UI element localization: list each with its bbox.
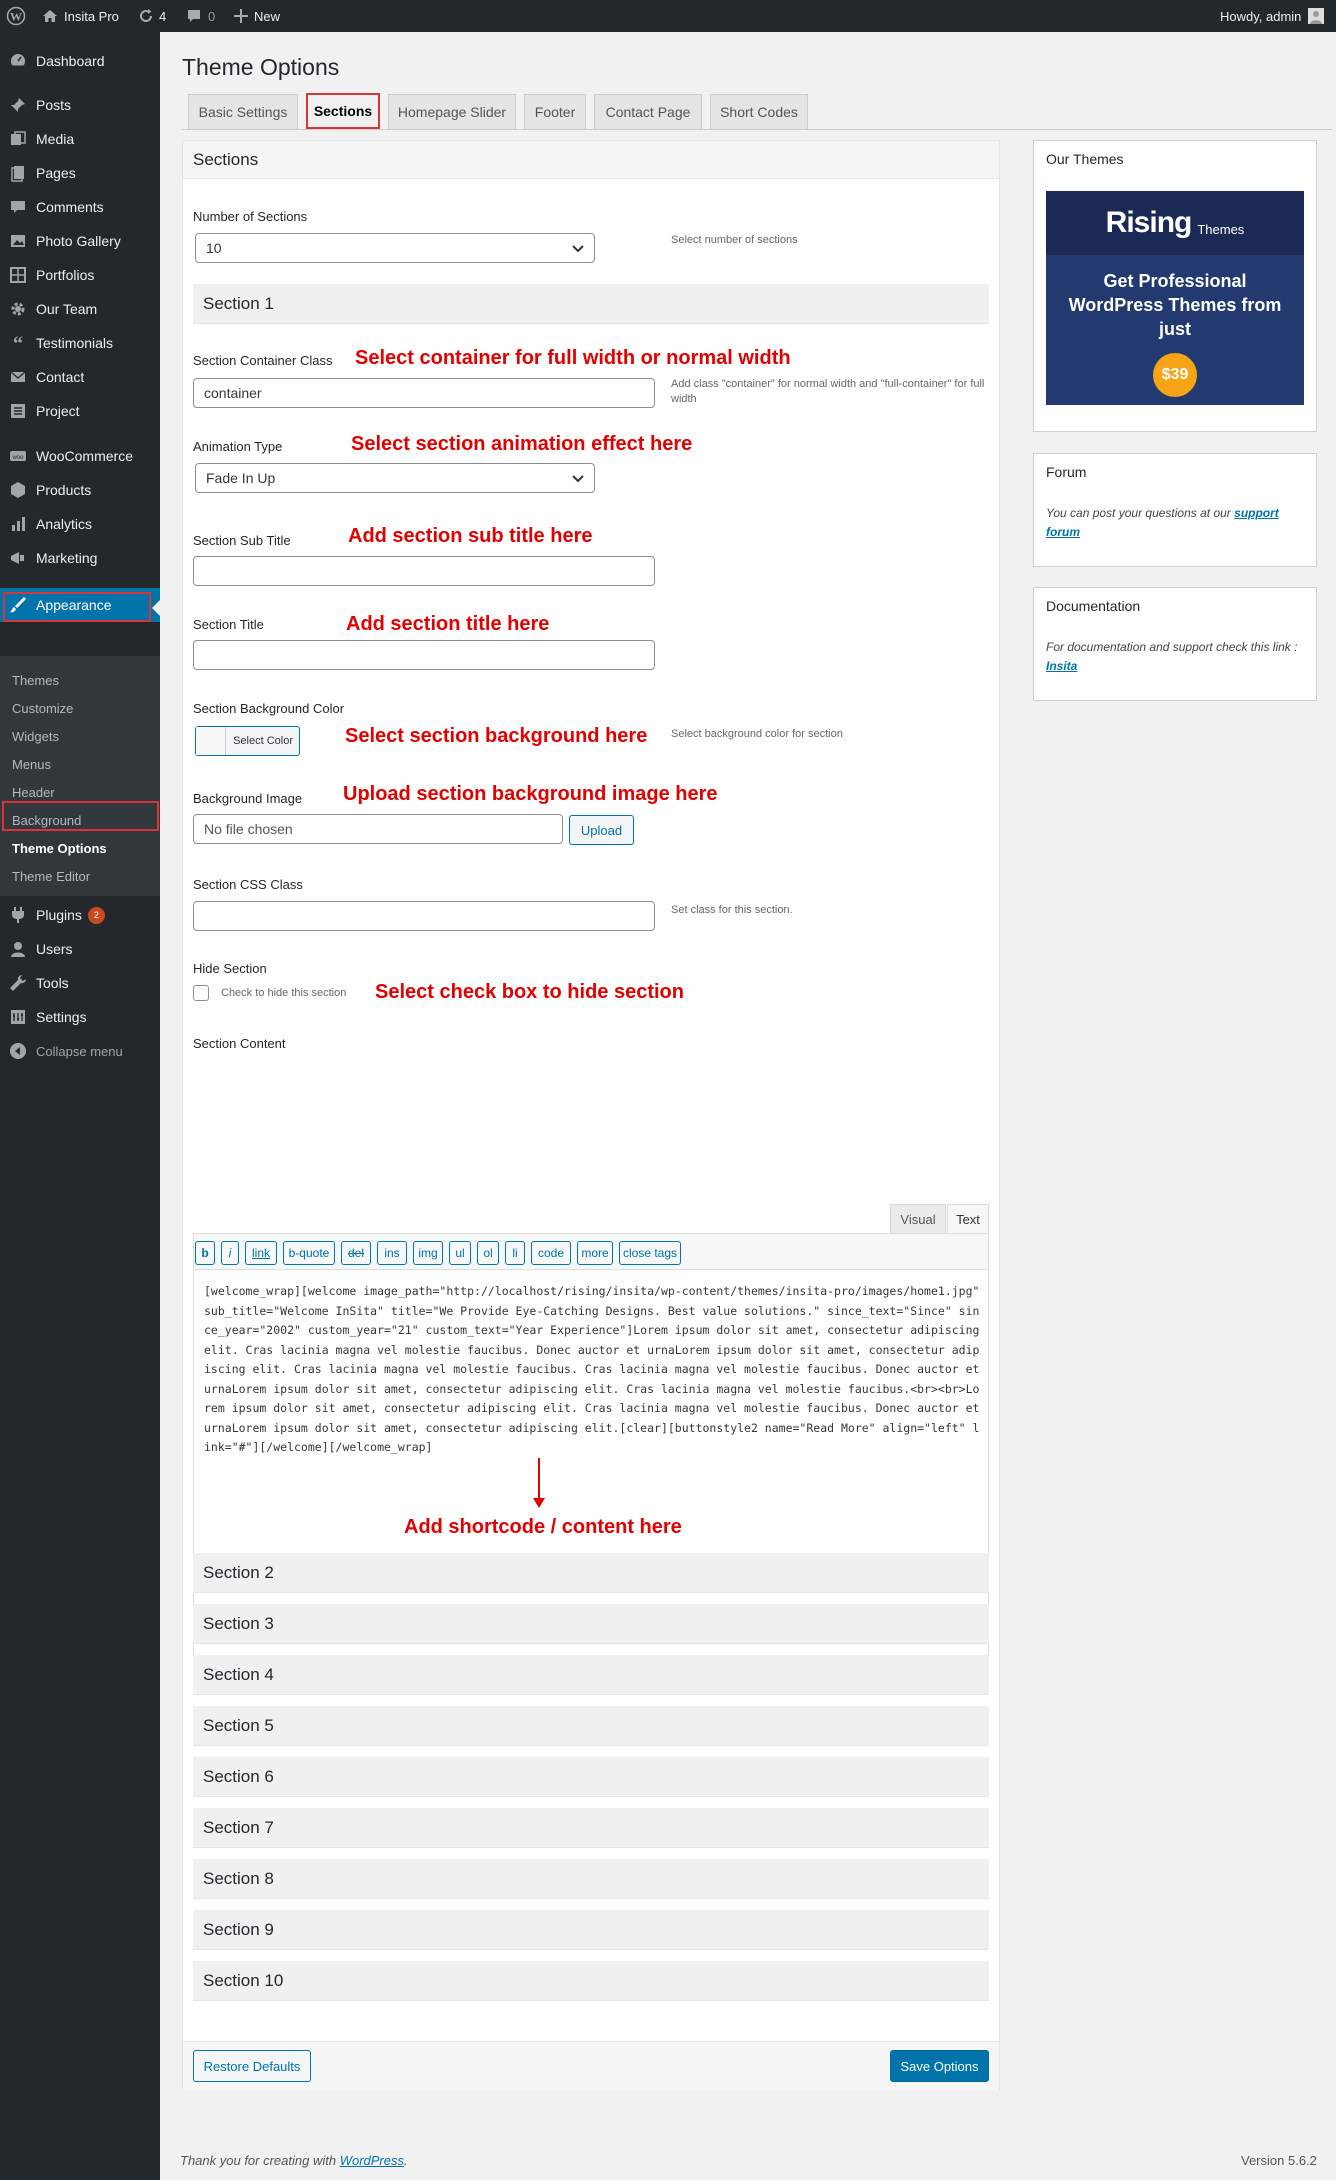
tab-sections[interactable]: Sections — [306, 93, 380, 129]
quicktag-i-button[interactable]: i — [221, 1241, 239, 1265]
section-10-header[interactable]: Section 10 — [193, 1961, 989, 2001]
svg-text:woo: woo — [12, 455, 24, 461]
quicktag-li-button[interactable]: li — [505, 1241, 525, 1265]
forum-title: Forum — [1046, 464, 1087, 480]
container-class-label: Section Container Class — [193, 353, 333, 368]
submenu-customize[interactable]: Customize — [12, 700, 74, 716]
gear-icon — [0, 300, 36, 318]
woocommerce-icon — [0, 447, 36, 465]
css-class-help: Set class for this section. — [671, 904, 793, 916]
quicktag-img-button[interactable]: img — [413, 1241, 443, 1265]
background-image-input[interactable]: No file chosen — [193, 814, 563, 844]
hide-section-label: Hide Section — [193, 961, 267, 976]
section-8-header[interactable]: Section 8 — [193, 1859, 989, 1899]
svg-text:W: W — [10, 9, 22, 24]
menu-products[interactable]: Products — [0, 473, 160, 507]
wordpress-logo-icon[interactable] — [6, 0, 26, 32]
comment-bubble-icon — [186, 8, 202, 24]
visual-tab[interactable]: Visual — [890, 1204, 946, 1233]
rising-themes-banner[interactable] — [1046, 191, 1304, 405]
section-title-input[interactable] — [193, 640, 655, 670]
dashboard-icon — [0, 52, 36, 70]
menu-portfolios[interactable]: Portfolios — [0, 258, 160, 292]
quicktag-b-quote-button[interactable]: b-quote — [283, 1241, 335, 1265]
home-icon — [42, 8, 58, 24]
footer-thanks: Thank you for creating with WordPress. — [180, 2153, 408, 2168]
menu-media[interactable]: Media — [0, 122, 160, 156]
menu-analytics[interactable]: Analytics — [0, 507, 160, 541]
new-content-link[interactable]: New — [234, 0, 280, 32]
updates-link[interactable]: 4 — [138, 0, 166, 32]
upload-button[interactable]: Upload — [569, 815, 634, 845]
box-icon — [0, 481, 36, 499]
plug-icon — [0, 906, 36, 924]
section-3-header[interactable]: Section 3 — [193, 1604, 989, 1644]
forum-text: You can post your questions at our support forum — [1046, 506, 1279, 539]
pages-icon — [0, 164, 36, 182]
quicktag-ol-button[interactable]: ol — [477, 1241, 499, 1265]
menu-project[interactable]: Project — [0, 394, 160, 428]
quicktag-link-button[interactable]: link — [245, 1241, 277, 1265]
number-of-sections-help: Select number of sections — [671, 234, 798, 246]
save-options-button[interactable]: Save Options — [890, 2050, 989, 2082]
section-4-header[interactable]: Section 4 — [193, 1655, 989, 1695]
submenu-theme-editor[interactable]: Theme Editor — [12, 868, 91, 884]
menu-dashboard[interactable]: Dashboard — [0, 44, 160, 78]
hide-annotation: Select check box to hide section — [375, 981, 684, 1003]
sub-title-label: Section Sub Title — [193, 533, 291, 548]
quicktag-b-button[interactable]: b — [195, 1241, 215, 1265]
color-swatch — [196, 727, 226, 755]
svg-text:“: “ — [13, 334, 23, 352]
wordpress-link[interactable]: WordPress — [339, 2153, 404, 2168]
tab-homepage-slider[interactable]: Homepage Slider — [388, 94, 516, 129]
section-7-header[interactable]: Section 7 — [193, 1808, 989, 1848]
admin-sidebar — [0, 32, 160, 2180]
menu-plugins[interactable]: Plugins 2 — [0, 898, 160, 932]
portfolio-icon — [0, 266, 36, 284]
submenu-widgets[interactable]: Widgets — [12, 728, 59, 744]
hide-section-check-label[interactable]: Check to hide this section — [221, 987, 347, 999]
section-content-label: Section Content — [193, 1036, 286, 1051]
banner-logo: Rising Themes — [1046, 191, 1304, 255]
pushpin-icon — [0, 96, 36, 114]
section-1-header[interactable]: Section 1 — [193, 284, 989, 324]
css-class-label: Section CSS Class — [193, 877, 303, 892]
avatar — [1308, 8, 1324, 24]
number-of-sections-select[interactable]: 10 — [195, 233, 595, 263]
settings-icon — [0, 1008, 36, 1026]
collapse-icon — [0, 1042, 36, 1060]
menu-our-team[interactable]: Our Team — [0, 292, 160, 326]
quicktag-code-button[interactable]: code — [531, 1241, 571, 1265]
hide-section-checkbox[interactable] — [193, 985, 209, 1001]
current-menu-arrow — [152, 600, 160, 616]
container-class-input[interactable]: container — [193, 378, 655, 408]
gallery-icon — [0, 232, 36, 250]
menu-comments[interactable]: Comments — [0, 190, 160, 224]
menu-contact[interactable]: Contact — [0, 360, 160, 394]
quicktag-del-button[interactable]: del — [341, 1241, 371, 1265]
forum-box — [1033, 453, 1317, 567]
plus-icon — [234, 9, 248, 23]
subtitle-annotation: Add section sub title here — [348, 525, 593, 547]
our-themes-box — [1033, 140, 1317, 432]
tab-contact-page[interactable]: Contact Page — [594, 94, 702, 129]
panel-title: Sections — [183, 141, 999, 179]
documentation-box — [1033, 587, 1317, 701]
bar-chart-icon — [0, 515, 36, 533]
container-annotation: Select container for full width or normal width — [355, 347, 791, 369]
page-title: Theme Options — [182, 54, 340, 80]
user-icon — [0, 940, 36, 958]
arrow-down-icon — [533, 1458, 545, 1511]
tab-footer[interactable]: Footer — [524, 94, 586, 129]
list-icon — [0, 402, 36, 420]
css-class-input[interactable] — [193, 901, 655, 931]
title-annotation: Add section title here — [346, 613, 550, 635]
banner-price-badge: $39 — [1153, 353, 1197, 397]
panel-footer — [183, 2041, 999, 2090]
menu-testimonials[interactable]: “ Testimonials — [0, 326, 160, 360]
animation-type-label: Animation Type — [193, 439, 283, 454]
chevron-down-icon — [572, 244, 584, 254]
menu-photo-gallery[interactable]: Photo Gallery — [0, 224, 160, 258]
appearance-submenu — [0, 656, 160, 896]
tab-short-codes[interactable]: Short Codes — [710, 94, 808, 129]
site-name-link[interactable]: Insita Pro — [42, 0, 119, 32]
comments-icon — [0, 198, 36, 216]
select-color-button[interactable]: Select Color — [195, 726, 300, 756]
menu-woocommerce[interactable]: woo WooCommerce — [0, 439, 160, 473]
section-title-label: Section Title — [193, 617, 264, 632]
container-class-help: Add class "container" for normal width and "full-container" for full width — [671, 378, 985, 405]
image-annotation: Upload section background image here — [343, 783, 718, 805]
media-icon — [0, 130, 36, 148]
content-annotation: Add shortcode / content here — [404, 1516, 682, 1538]
background-color-help: Select background color for section — [671, 728, 843, 740]
submenu-header[interactable]: Header — [12, 784, 55, 800]
envelope-icon — [0, 368, 36, 386]
quote-icon — [0, 334, 36, 352]
background-color-label: Section Background Color — [193, 701, 345, 716]
submenu-menus[interactable]: Menus — [12, 756, 52, 772]
section-content-text[interactable]: [welcome_wrap][welcome image_path="http://localhost/rising/insita/wp-content/themes/insita-pro/images/home1.jpg" sub_title="Welcome InSita" title="We Provide Eye-Catching Designs. Best value solutions." since_text="Since" since_year="2002" custom_year="21" custom_text="Year Experience"]Lorem ipsum dolor sit amet, consectetur adipiscing elit. Cras lacinia magna vel molestie faucibus. Donec auctor et urnaLorem ipsum dolor sit amet, consectetur adipiscing elit. Cras lacinia magna vel molestie faucibus. Cras lacinia magna vel molestie faucibus. Donec auctor et urnaLorem ipsum dolor sit amet, consectetur adipiscing elit. Cras lacinia magna vel molestie faucibus.<br><br>Lorem ipsum dolor sit amet, consectetur adipiscing elit. Cras lacinia magna vel molestie faucibus. Donec auctor et urnaLorem ipsum dolor sit amet, consectetur adipiscing elit.[clear][buttonstyle2 name="Read More" align="left" link="#"][/welcome][/welcome_wrap] — [204, 1284, 987, 1454]
quicktag-more-button[interactable]: more — [577, 1241, 613, 1265]
insita-link[interactable]: Insita — [1046, 659, 1078, 673]
documentation-title: Documentation — [1046, 598, 1141, 614]
submenu-theme-options[interactable]: Theme Options — [12, 840, 107, 856]
menu-appearance[interactable]: Appearance — [0, 588, 160, 622]
restore-defaults-button[interactable]: Restore Defaults — [193, 2050, 311, 2082]
megaphone-icon — [0, 549, 36, 567]
wrench-icon — [0, 974, 36, 992]
comments-link[interactable]: 0 — [186, 0, 215, 32]
collapse-menu-button[interactable]: Collapse menu — [0, 1034, 160, 1068]
section-5-header[interactable]: Section 5 — [193, 1706, 989, 1746]
background-annotation: Select section background here — [345, 725, 648, 747]
documentation-text: For documentation and support check this link : Insita — [1046, 640, 1298, 673]
submenu-background[interactable]: Background — [12, 812, 82, 828]
menu-posts[interactable]: Posts — [0, 88, 160, 122]
banner-text: Get Professional WordPress Themes from just — [1068, 271, 1282, 339]
menu-pages[interactable]: Pages — [0, 156, 160, 190]
updates-icon — [138, 8, 154, 24]
options-tabs — [182, 92, 1332, 130]
admin-bar — [0, 0, 1336, 32]
section-2-header[interactable]: Section 2 — [193, 1553, 989, 1593]
our-themes-title: Our Themes — [1046, 151, 1124, 167]
animation-annotation: Select section animation effect here — [351, 433, 693, 455]
background-image-label: Background Image — [193, 791, 303, 806]
chevron-down-icon — [572, 474, 584, 484]
menu-users[interactable]: Users — [0, 932, 160, 966]
quicktag-ul-button[interactable]: ul — [449, 1241, 471, 1265]
theme-options-highlight — [2, 801, 159, 831]
sections-panel — [182, 140, 1000, 2090]
submenu-themes[interactable]: Themes — [12, 672, 59, 688]
quicktag-ins-button[interactable]: ins — [377, 1241, 407, 1265]
animation-type-select[interactable]: Fade In Up — [195, 463, 595, 493]
plugins-update-badge: 2 — [88, 907, 105, 924]
sub-title-input[interactable] — [193, 556, 655, 586]
account-menu[interactable]: Howdy, admin — [1220, 0, 1324, 32]
number-of-sections-label: Number of Sections — [193, 209, 308, 224]
menu-marketing[interactable]: Marketing — [0, 541, 160, 575]
tab-basic-settings[interactable]: Basic Settings — [188, 94, 298, 129]
footer-version: Version 5.6.2 — [1241, 2153, 1317, 2168]
support-forum-link[interactable]: support forum — [1046, 506, 1279, 539]
quicktag-close-tags-button[interactable]: close tags — [619, 1241, 681, 1265]
section-9-header[interactable]: Section 9 — [193, 1910, 989, 1950]
text-tab[interactable]: Text — [947, 1204, 989, 1233]
menu-settings[interactable]: Settings — [0, 1000, 160, 1034]
menu-tools[interactable]: Tools — [0, 966, 160, 1000]
appearance-highlight — [3, 592, 151, 622]
section-6-header[interactable]: Section 6 — [193, 1757, 989, 1797]
